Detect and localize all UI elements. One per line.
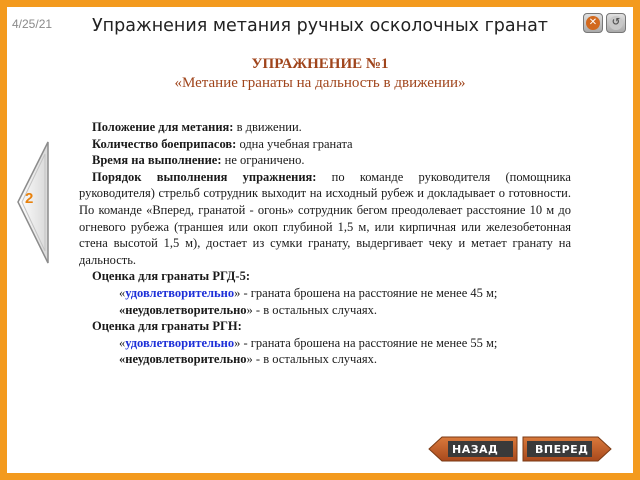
undo-button[interactable] [606,13,626,33]
time-line [79,152,571,169]
exercise-subtitle: «Метание гранаты на дальность в движении» [174,75,466,91]
rgd-sat-quote: « [119,285,126,300]
close-icon: ✕ [586,16,600,30]
position-line [79,119,571,136]
back-button-label: НАЗАД [452,443,499,456]
rgn-satisfactory-text: » - граната брошена на расстояние не менее 55 м; [234,335,498,350]
ammo-value: одна учебная граната [236,136,353,151]
exercise-content [79,119,571,368]
page-title: Упражнения метания ручных осколочных гранат [92,16,548,36]
time-value: не ограничено. [221,153,305,168]
rgd-unsatisfactory: «неудовлетворительно [119,302,247,317]
ammo-line [79,136,571,153]
close-button[interactable] [583,13,603,33]
rgd-satisfactory: удовлетворительно [125,285,235,300]
slide-date: 4/25/21 [12,17,53,31]
ammo-label: Количество боеприпасов: [92,136,237,151]
forward-button-label: ВПЕРЕД [535,443,589,456]
rgn-satisfactory: удовлетворительно [125,335,235,350]
rgd-unsatisfactory-text: » - в остальных случаях. [246,302,378,317]
undo-icon: ↺ [609,16,623,30]
rgn-unsatisfactory-text: » - в остальных случаях. [246,352,378,367]
rgd-heading [79,268,571,285]
rgn-sat-quote: « [119,335,126,350]
exercise-number: УПРАЖНЕНИЕ №1 [251,56,389,72]
rgd-heading-text: Оценка для гранаты РГД-5: [92,269,250,284]
rgn-satisfactory-line [79,335,571,352]
order-paragraph [79,169,571,269]
rgd-unsatisfactory-line [79,302,571,319]
side-tab-number: 2 [25,190,34,207]
rgn-unsatisfactory: «неудовлетворительно [119,352,247,367]
order-label: Порядок выполнения упражнения: [92,169,317,184]
rgn-heading-text: Оценка для гранаты РГН: [92,319,242,334]
rgn-heading [79,318,571,335]
order-text: по команде руководителя (помощника руководителя) стрельб сотрудник выходит на исходный рубеж и докладывает о готовности. По команде «Вперед, гранатой - огонь» сотрудник бегом преодолевает расстояние 10 м до огневого рубежа (траншея или окоп глубиной 1,5 м, или кирпичная или железобетонная стена высотой 1,5 м), достает из сумки гранату, выдергивает чеку и метает гранату на дальность. [79,169,571,267]
position-label: Положение для метания: [92,120,234,134]
rgd-satisfactory-line [79,285,571,302]
rgd-satisfactory-text: » - граната брошена на расстояние не менее 45 м; [234,285,498,300]
rgn-unsatisfactory-line [79,351,571,368]
time-label: Время на выполнение: [92,153,222,168]
position-value: в движении. [233,120,302,134]
